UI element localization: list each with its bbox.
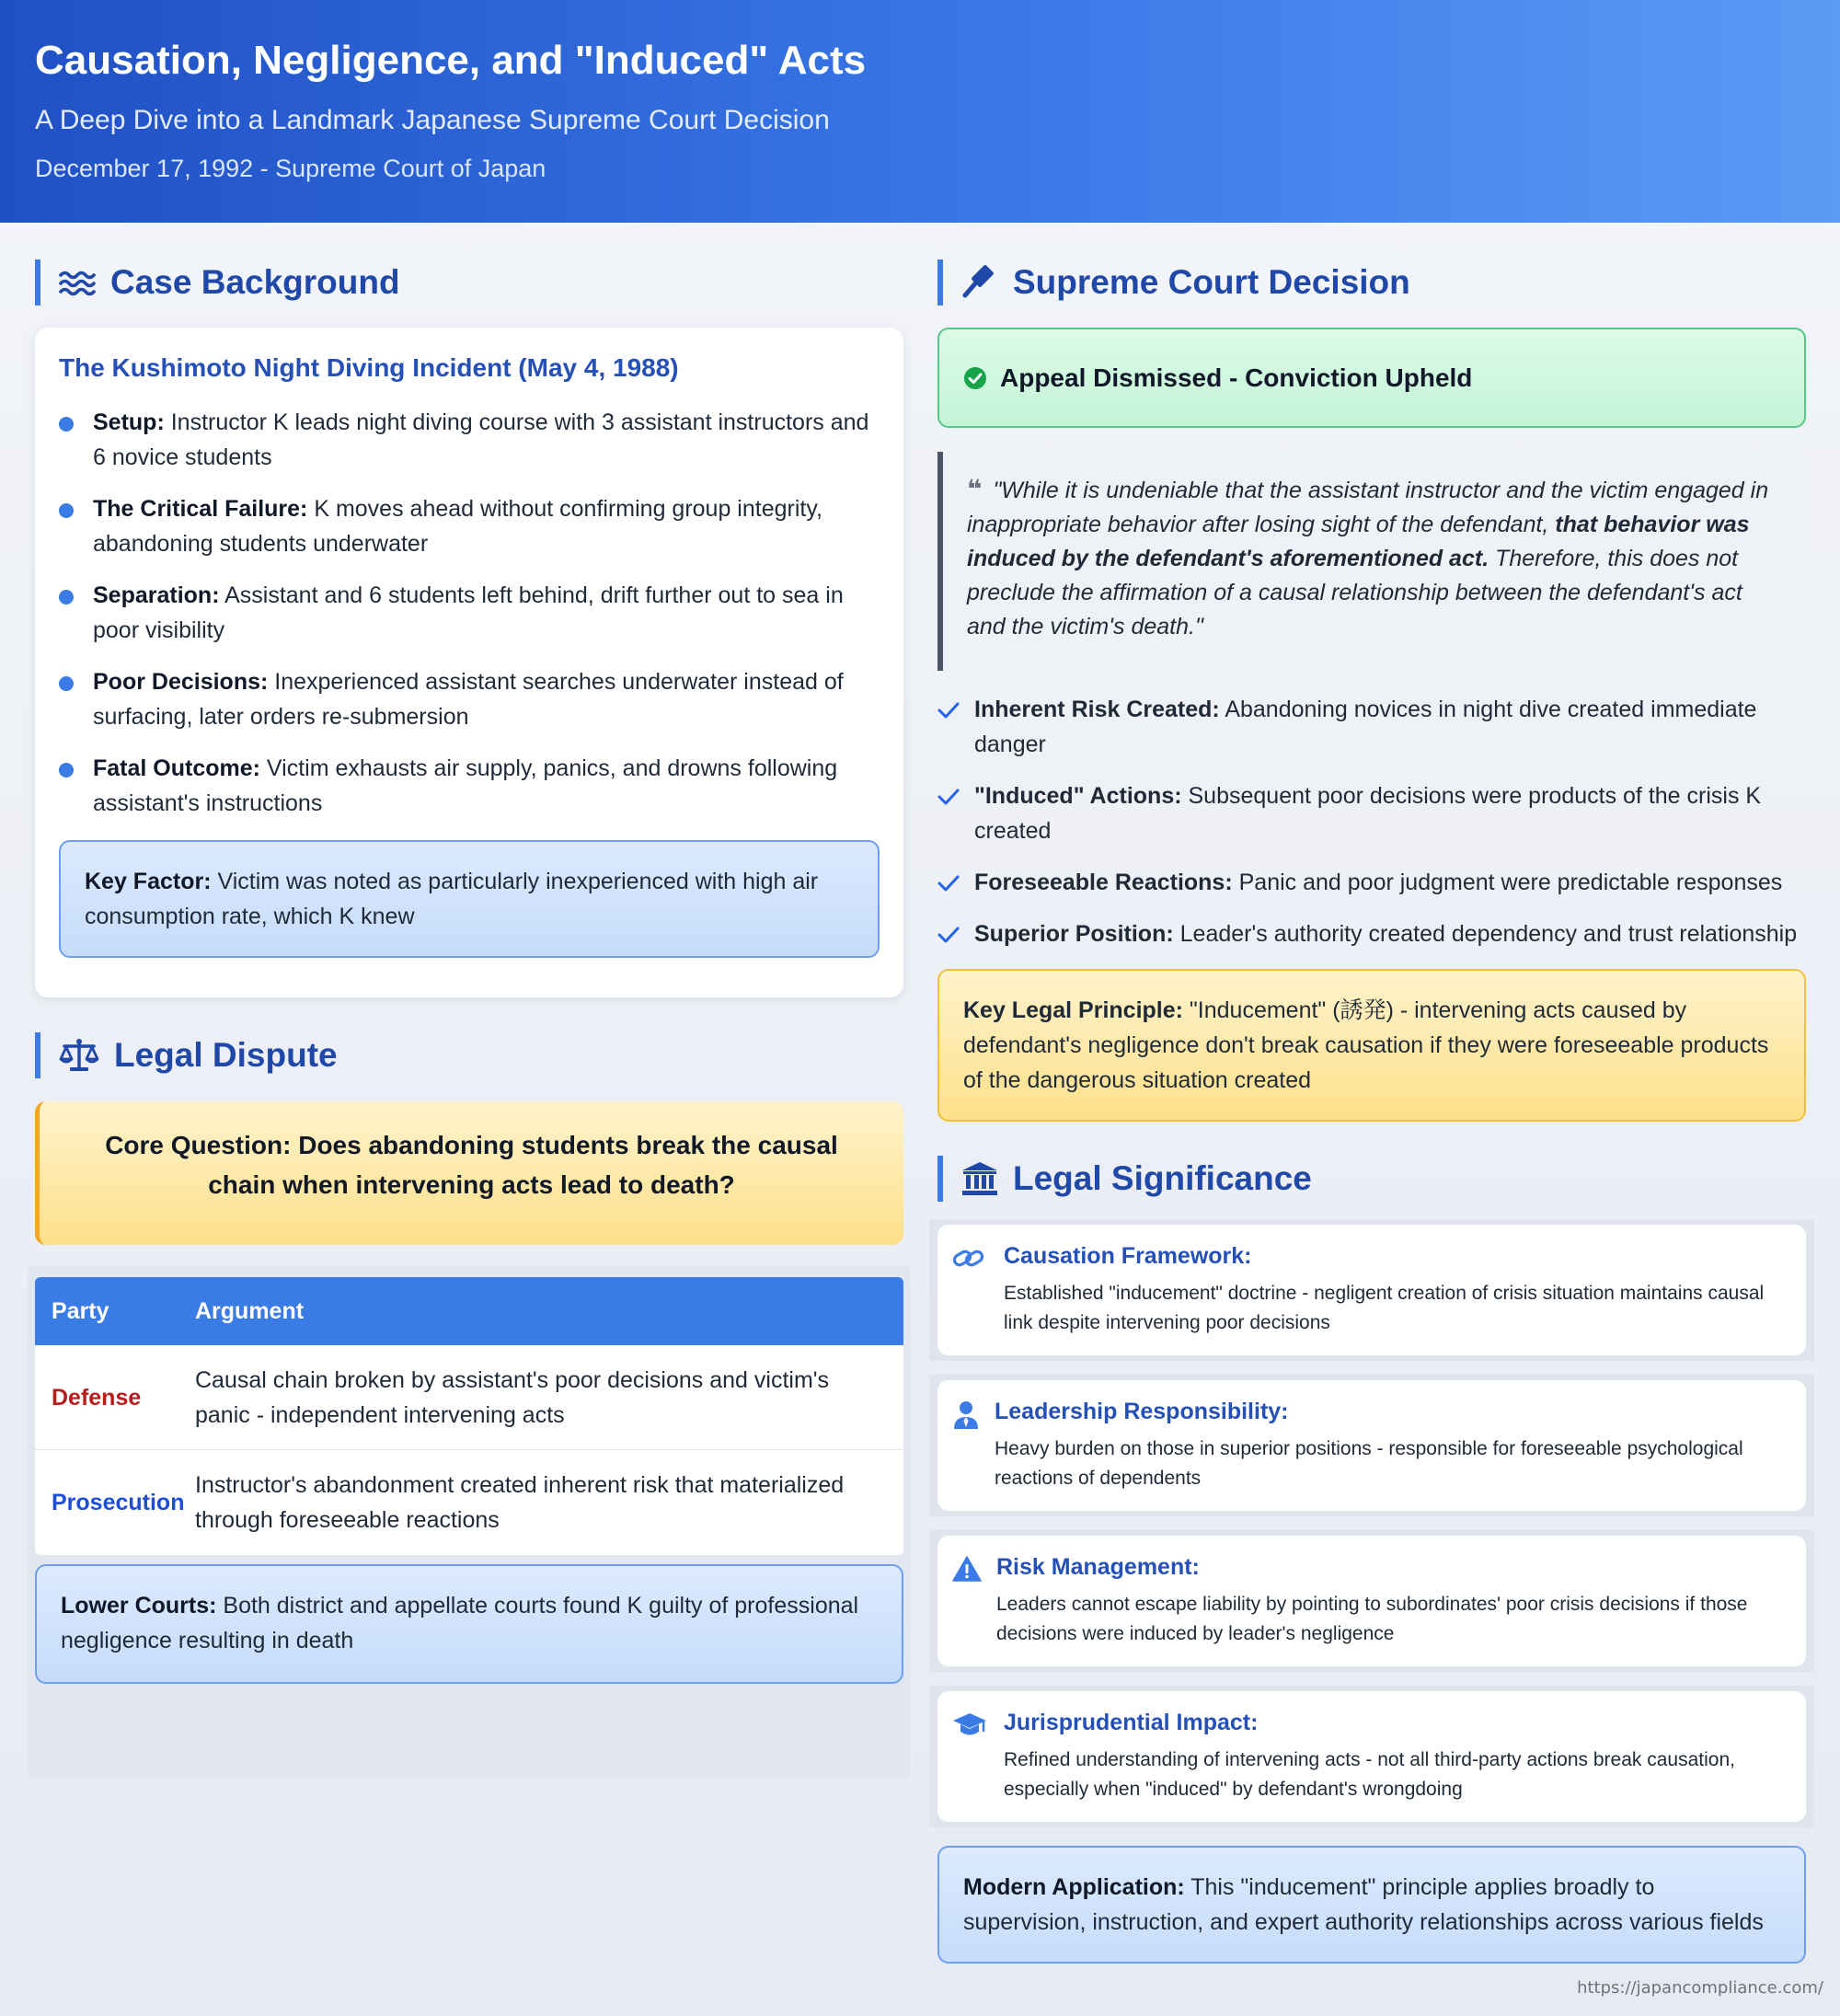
lower-courts-box: Lower Courts: Both district and appellate courts found K guilty of professional negligence resulting in death — [35, 1564, 903, 1684]
key-factor-box: Key Factor: Victim was noted as particularly inexperienced with high air consumption rate, which K knew — [59, 840, 880, 958]
significance-card: Leadership Responsibility: Heavy burden on those in superior positions - responsible for foreseeable psychological reactions of dependents — [937, 1380, 1806, 1511]
party-cell-prosecution: Prosecution — [52, 1490, 185, 1515]
significance-card: Causation Framework: Established "inducement" doctrine - negligent creation of crisis situation maintains causal link despite intervening poor decisions — [937, 1225, 1806, 1355]
list-item: Separation: Assistant and 6 students left behind, drift further out to sea in poor visibility — [59, 578, 880, 648]
page-header — [0, 0, 1840, 223]
court-quote: ❝ "While it is undeniable that the assistant instructor and the victim engaged in inappropriate behavior after losing sight of the defendant, that behavior was induced by the defendant's aforementioned act. Therefore, this does not preclude the affirmation of a causal relationship between the defendant's act and the victim's death." — [937, 452, 1806, 671]
decision-date: December 17, 1992 - Supreme Court of Japan — [35, 155, 546, 182]
significance-card: Jurisprudential Impact: Refined understanding of intervening acts - not all third-party actions break causation, especially when "induced" by defendant's wrongdoing — [937, 1691, 1806, 1822]
link-icon — [952, 1245, 985, 1273]
legal-dispute-heading — [35, 1032, 903, 1078]
argument-cell: Causal chain broken by assistant's poor decisions and victim's panic - independent intervening acts — [195, 1366, 830, 1428]
legal-significance-title: Legal Significance — [1013, 1159, 1312, 1197]
table-row — [35, 1345, 903, 1450]
institution-icon — [961, 1161, 998, 1196]
list-item: Foreseeable Reactions: Panic and poor judgment were predictable responses — [937, 865, 1806, 900]
source-url: https://japancompliance.com/ — [1577, 1978, 1823, 1998]
water-icon — [59, 268, 96, 297]
key-legal-principle-box: Key Legal Principle: "Inducement" (誘発) - intervening acts caused by defendant's negligence don't break causation if they were foreseeable products of the dangerous situation created — [937, 969, 1806, 1122]
argument-cell: Instructor's abandonment created inherent risk that materialized through foreseeable reactions — [195, 1472, 845, 1533]
page-title: Causation, Negligence, and "Induced" Acts — [35, 38, 867, 83]
party-column-header: Party — [52, 1297, 109, 1324]
gavel-icon — [961, 264, 998, 301]
table-row — [35, 1450, 903, 1555]
table-header-row — [35, 1277, 903, 1345]
legal-dispute-title: Legal Dispute — [114, 1036, 338, 1074]
supreme-court-decision-title: Supreme Court Decision — [1013, 263, 1410, 301]
list-item: "Induced" Actions: Subsequent poor decisions were products of the crisis K created — [937, 778, 1806, 848]
checkmark-icon — [937, 788, 960, 806]
legal-significance-heading — [937, 1156, 1806, 1202]
significance-item — [929, 1219, 1814, 1361]
list-item: Fatal Outcome: Victim exhausts air supply, panics, and drowns following assistant's instructions — [59, 751, 880, 821]
case-background-heading — [35, 259, 903, 305]
supreme-court-decision-heading — [937, 259, 1806, 305]
decision-result-banner: Appeal Dismissed - Conviction Upheld — [937, 328, 1806, 428]
quote-icon: ❝ — [967, 475, 983, 503]
checkmark-icon — [937, 926, 960, 944]
list-item: Poor Decisions: Inexperienced assistant searches underwater instead of surfacing, later orders re-submersion — [59, 664, 880, 734]
incident-title: The Kushimoto Night Diving Incident (May 4, 1988) — [59, 353, 679, 382]
scales-icon — [59, 1037, 99, 1074]
significance-item — [929, 1686, 1814, 1827]
party-cell-defense: Defense — [52, 1384, 142, 1411]
case-background-title: Case Background — [110, 263, 400, 301]
user-tie-icon — [952, 1400, 980, 1430]
check-circle-icon — [963, 366, 987, 390]
argument-column-header: Argument — [195, 1297, 305, 1324]
arguments-table — [28, 1266, 911, 1778]
significance-item — [929, 1375, 1814, 1516]
list-item: The Critical Failure: K moves ahead without confirming group integrity, abandoning students underwater — [59, 491, 880, 561]
page-subtitle: A Deep Dive into a Landmark Japanese Supreme Court Decision — [35, 105, 830, 135]
checkmark-icon — [937, 701, 960, 720]
list-item: Inherent Risk Created: Abandoning novices in night dive created immediate danger — [937, 692, 1806, 762]
list-item: Setup: Instructor K leads night diving course with 3 assistant instructors and 6 novice students — [59, 405, 880, 475]
significance-card: Risk Management: Leaders cannot escape liability by pointing to subordinates' poor crisis decisions if those decisions were induced by leader's negligence — [937, 1536, 1806, 1666]
checkmark-icon — [937, 874, 960, 893]
modern-application-box: Modern Application: This "inducement" principle applies broadly to supervision, instruction, and expert authority relationships across various fields — [937, 1846, 1806, 1964]
incident-facts-list — [59, 405, 880, 821]
graduation-cap-icon — [952, 1711, 987, 1739]
significance-item — [929, 1530, 1814, 1672]
list-item: Superior Position: Leader's authority created dependency and trust relationship — [937, 916, 1806, 951]
reasoning-list — [937, 692, 1806, 968]
case-background-card — [35, 328, 903, 997]
warning-icon — [952, 1556, 982, 1582]
core-question-box: Core Question: Does abandoning students break the causal chain when intervening acts lead to death? — [35, 1101, 903, 1245]
